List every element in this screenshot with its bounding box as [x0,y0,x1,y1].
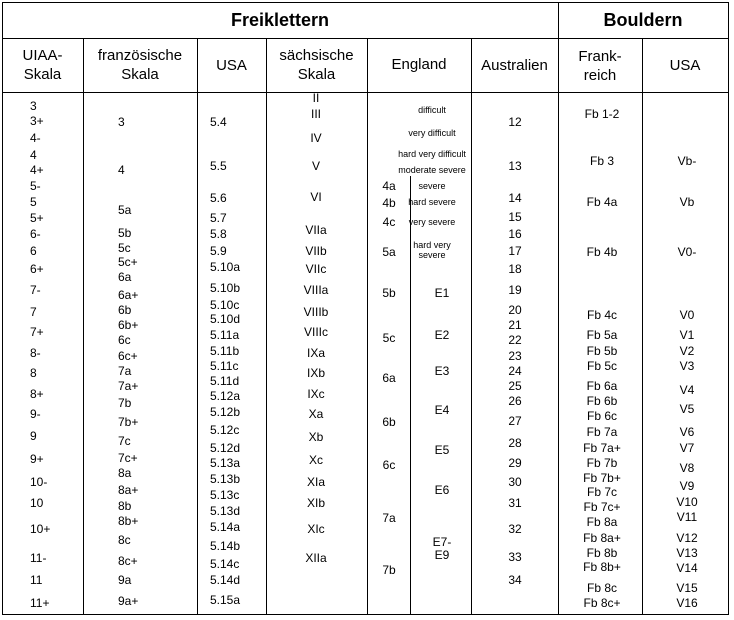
colhead-england: England [391,56,447,73]
uiaa-cell: 7- [30,282,41,297]
eng-e-cell: E5 [434,442,450,457]
eng-tech-cell: 4a [382,178,396,193]
uiaa-cell: 11 [30,572,43,587]
fb-cell: Fb 1-2 [584,106,620,121]
vs-cell: Vb- [677,153,697,168]
aus-cell: 27 [508,413,522,428]
sax-cell: Xb [308,429,324,444]
vs-cell: V15 [676,580,698,595]
sax-cell: VIIa [305,222,327,237]
usa-cell: 5.11b [210,343,240,358]
sax-cell: VIIIc [303,324,328,339]
vs-cell: V3 [679,358,695,373]
aus-cell: 19 [508,282,522,297]
uiaa-cell: 11- [30,550,47,565]
vs-cell: V12 [676,530,698,545]
eng-e-cell: E3 [434,363,450,378]
fb-cell: Fb 4b [586,244,618,259]
eng-adj-cell: severe [418,181,446,191]
sax-cell: VIIb [305,243,327,258]
fr-cell: 4 [118,162,125,177]
eng-adj-cell: very difficult [408,128,456,138]
uiaa-cell: 4- [30,130,41,145]
fr-cell: 6a+ [118,287,139,302]
fr-cell: 8a+ [118,482,139,497]
vs-cell: V0- [677,244,697,259]
fr-cell: 8c+ [118,553,138,568]
usa-cell: 5.10b [210,280,241,295]
fb-cell: Fb 7c+ [583,499,621,514]
rule-fb-v [642,38,643,615]
fb-cell: Fb 8b [586,545,618,560]
fr-cell: 7a [118,363,132,378]
aus-cell: 13 [508,158,522,173]
vs-cell: V6 [679,424,695,439]
eng-e-cell: E1 [434,285,450,300]
fb-cell: Fb 7c [586,484,617,499]
uiaa-cell: 9+ [30,451,44,466]
sax-cell: Xa [308,406,324,421]
eng-tech-cell: 5a [382,244,396,259]
usa-cell: 5.13a [210,455,241,470]
aus-cell: 17 [508,243,522,258]
fr-cell: 7b+ [118,414,139,429]
uiaa-cell: 11+ [30,595,50,610]
usa-cell: 5.10a [210,259,241,274]
vs-cell: V13 [676,545,698,560]
vs-cell: V1 [679,327,695,342]
aus-cell: 34 [508,572,522,587]
uiaa-cell: 4+ [30,162,44,177]
fr-cell: 5b [118,225,132,240]
usa-cell: 5.14d [210,572,241,587]
uiaa-cell: 5- [30,178,41,193]
usa-cell: 5.5 [210,158,227,173]
sax-cell: VIIIa [303,282,329,297]
fb-cell: Fb 8a [586,514,618,529]
usa-cell: 5.7 [210,210,227,225]
colhead-uiaa: UIAA- Skala [22,47,63,83]
rule-top [2,2,729,3]
eng-adj-cell: very severe [408,217,456,227]
fb-cell: Fb 7b [586,455,618,470]
usa-cell: 5.11a [210,327,240,342]
eng-adj-cell: hard severe [408,197,456,207]
sax-cell: V [311,158,320,173]
sax-cell: VI [310,189,322,204]
eng-tech-cell: 6a [382,370,396,385]
rule-uiaa-fr [83,38,84,615]
vs-cell: V0 [679,307,695,322]
usa-cell: 5.13d [210,503,241,518]
usa-cell: 5.15a [210,592,241,607]
sax-cell: Xc [308,452,323,467]
rule-left [2,2,3,615]
sax-cell: XIc [307,521,325,536]
uiaa-cell: 8 [30,365,37,380]
uiaa-cell: 7+ [30,324,44,339]
uiaa-cell: 3 [30,98,37,113]
uiaa-cell: 6+ [30,261,44,276]
vs-cell: V5 [679,401,695,416]
aus-cell: 20 [508,302,522,317]
fr-cell: 3 [118,114,125,129]
fr-cell: 6c+ [118,348,138,363]
rule-right [728,2,729,615]
eng-tech-cell: 7a [382,510,396,525]
uiaa-cell: 8- [30,345,41,360]
eng-tech-cell: 6c [382,457,396,472]
fb-cell: Fb 5b [586,343,618,358]
fb-cell: Fb 8c+ [583,595,621,610]
aus-cell: 32 [508,521,522,536]
eng-e-cell: E4 [434,402,450,417]
sax-cell: IXb [306,365,325,380]
usa-cell: 5.13c [210,487,240,502]
fr-cell: 8c [118,532,131,547]
usa-cell: 5.10d [210,311,241,326]
fr-cell: 5a [118,202,132,217]
vs-cell: V11 [676,509,698,524]
uiaa-cell: 10+ [30,521,51,536]
fr-cell: 8b+ [118,513,139,528]
rule-bottom [2,614,729,615]
fb-cell: Fb 8b+ [583,559,621,574]
usa-cell: 5.8 [210,226,227,241]
aus-cell: 23 [508,348,522,363]
aus-cell: 21 [508,317,522,332]
fb-cell: Fb 6a [586,378,618,393]
sax-cell: II [312,90,320,105]
usa-cell: 5.12d [210,440,241,455]
uiaa-cell: 10- [30,474,48,489]
aus-cell: 24 [508,363,522,378]
colhead-french: französische Skala [97,47,183,83]
fr-cell: 7a+ [118,378,139,393]
rule-eng-aus [471,38,472,615]
uiaa-cell: 9 [30,428,37,443]
fb-cell: Fb 3 [589,153,614,168]
sax-cell: IV [310,130,322,145]
usa-cell: 5.6 [210,190,227,205]
eng-tech-cell: 5c [382,330,396,345]
header-freiklettern: Freiklettern [230,10,330,30]
colhead-fb: Frank- reich [578,48,622,84]
usa-cell: 5.4 [210,114,227,129]
vs-cell: V8 [679,460,695,475]
fb-cell: Fb 4c [586,307,617,322]
fr-cell: 9a [118,572,132,587]
aus-cell: 25 [508,378,522,393]
sax-cell: XIa [306,474,325,489]
sax-cell: XIIa [305,550,327,565]
colhead-australia: Australien [481,57,548,74]
aus-cell: 22 [508,332,522,347]
uiaa-cell: 6- [30,226,41,241]
fb-cell: Fb 7a [586,424,618,439]
sax-cell: VIIIb [303,304,329,319]
sax-cell: XIb [306,495,325,510]
fb-cell: Fb 8a+ [583,530,621,545]
rule-sax-eng [367,38,368,615]
eng-adj-cell: moderate severe [398,165,466,175]
usa-cell: 5.14a [210,519,241,534]
aus-cell: 29 [508,455,522,470]
aus-cell: 33 [508,549,522,564]
uiaa-cell: 6 [30,243,37,258]
usa-cell: 5.14b [210,538,241,553]
fb-cell: Fb 4a [586,194,618,209]
eng-tech-cell: 4b [382,195,396,210]
rule-free-boulder [558,2,559,615]
uiaa-cell: 8+ [30,386,44,401]
colhead-usa: USA [216,57,247,74]
fb-cell: Fb 7a+ [583,440,621,455]
eng-e-cell: E2 [434,327,450,342]
eng-e-cell: E6 [434,482,450,497]
fr-cell: 6b+ [118,317,139,332]
aus-cell: 16 [508,226,522,241]
vs-cell: V4 [679,382,695,397]
usa-cell: 5.12b [210,404,241,419]
aus-cell: 30 [508,474,522,489]
fb-cell: Fb 6b [586,393,618,408]
vs-cell: V10 [676,494,698,509]
usa-cell: 5.12c [210,422,240,437]
fb-cell: Fb 6c [586,408,617,423]
rule-usa-sax [266,38,267,615]
fb-cell: Fb 7b+ [583,470,621,485]
usa-cell: 5.12a [210,388,241,403]
usa-cell: 5.10c [210,297,240,312]
eng-adj-cell: hard very severe [413,240,451,260]
vs-cell: V7 [679,440,695,455]
eng-e-cell: E7- E9 [432,535,452,562]
eng-tech-cell: 5b [382,285,396,300]
rule-header [2,38,729,39]
fr-cell: 7c+ [118,450,138,465]
fr-cell: 7b [118,395,132,410]
usa-cell: 5.14c [210,556,240,571]
uiaa-cell: 5+ [30,210,44,225]
fb-cell: Fb 8c [586,580,617,595]
vs-cell: V9 [679,478,695,493]
aus-cell: 28 [508,435,522,450]
sax-cell: VIIc [305,261,327,276]
eng-tech-cell: 4c [382,214,396,229]
fr-cell: 6a [118,269,132,284]
fr-cell: 7c [118,433,131,448]
aus-cell: 15 [508,209,522,224]
vs-cell: V14 [676,560,698,575]
aus-cell: 26 [508,393,522,408]
sax-cell: III [310,106,321,121]
fr-cell: 5c+ [118,254,138,269]
aus-cell: 31 [508,495,522,510]
uiaa-cell: 10 [30,495,44,510]
vs-cell: Vb [679,194,695,209]
aus-cell: 18 [508,261,522,276]
sax-cell: IXa [306,345,325,360]
eng-tech-cell: 6b [382,414,396,429]
vs-cell: V2 [679,343,695,358]
uiaa-cell: 5 [30,194,37,209]
sax-cell: IXc [307,386,325,401]
usa-cell: 5.11c [210,358,239,373]
aus-cell: 12 [508,114,522,129]
fb-cell: Fb 5c [586,358,617,373]
uiaa-cell: 4 [30,147,37,162]
uiaa-cell: 7 [30,304,37,319]
aus-cell: 14 [508,190,522,205]
colhead-v: USA [669,57,701,74]
colhead-saxon: sächsische Skala [279,47,354,83]
uiaa-cell: 9- [30,406,41,421]
fr-cell: 8b [118,498,132,513]
usa-cell: 5.11d [210,373,240,388]
fr-cell: 5c [118,240,131,255]
header-bouldern: Bouldern [603,10,683,30]
uiaa-cell: 3+ [30,113,44,128]
eng-tech-cell: 7b [382,562,396,577]
fr-cell: 6b [118,302,132,317]
rule-fr-usa [197,38,198,615]
usa-cell: 5.9 [210,243,227,258]
rule-colhead [2,92,729,93]
fr-cell: 9a+ [118,593,139,608]
vs-cell: V16 [676,595,698,610]
usa-cell: 5.13b [210,471,241,486]
fb-cell: Fb 5a [586,327,618,342]
fr-cell: 8a [118,465,132,480]
eng-adj-cell: hard very difficult [398,149,466,159]
eng-adj-cell: difficult [418,105,446,115]
fr-cell: 6c [118,332,131,347]
